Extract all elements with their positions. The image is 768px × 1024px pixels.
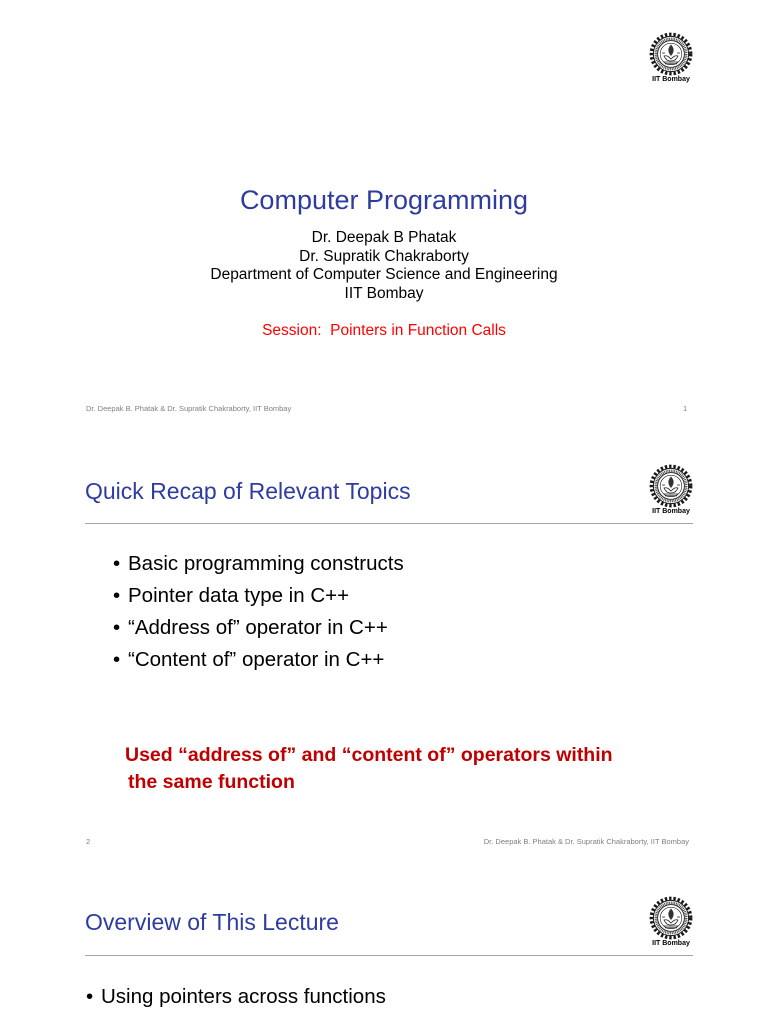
institute-name: IIT Bombay [344, 285, 424, 302]
slide-3 [0, 864, 768, 1024]
bullet-item [113, 548, 404, 580]
slide-footer: Dr. Deepak B. Phatak & Dr. Supratik Chakraborty, IIT Bombay [483, 837, 689, 846]
slide-title: Quick Recap of Relevant Topics [85, 478, 411, 504]
slide-footer: Dr. Deepak B. Phatak & Dr. Supratik Chakraborty, IIT Bombay [86, 404, 292, 413]
bullet-item [113, 612, 404, 644]
bullet-text: “Address of” operator in C++ [128, 616, 388, 639]
title-divider [85, 523, 693, 524]
slide-1 [0, 0, 768, 432]
iit-bombay-logo [648, 32, 694, 76]
bullet-item [113, 580, 404, 612]
iit-bombay-logo [648, 896, 694, 940]
highlight-line: the same function [128, 771, 295, 793]
bullet-item [86, 981, 386, 1013]
bullet-marker: • [113, 616, 121, 639]
bullet-list [86, 981, 386, 1013]
department-name: Department of Computer Science and Engineering [210, 266, 558, 283]
highlight-note [125, 742, 613, 796]
bullet-text: “Content of” operator in C++ [128, 648, 385, 671]
bullet-text: Basic programming constructs [128, 552, 404, 575]
author-name: Dr. Deepak B Phatak [311, 229, 457, 246]
logo-caption: IIT Bombay [652, 508, 690, 515]
bullet-list [113, 548, 404, 676]
bullet-text: Pointer data type in C++ [128, 584, 350, 607]
page-number: 1 [683, 404, 688, 413]
author-name: Dr. Supratik Chakraborty [299, 248, 469, 265]
title-divider [85, 955, 693, 956]
session-title: Session: Pointers in Function Calls [262, 322, 506, 339]
logo-caption: IIT Bombay [652, 76, 690, 83]
bullet-text: Using pointers across functions [101, 985, 386, 1008]
slide-title: Computer Programming [239, 185, 529, 215]
bullet-marker: • [113, 584, 121, 607]
highlight-line: Used “address of” and “content of” operators within [125, 744, 613, 766]
page-number: 2 [86, 837, 91, 846]
slide-2 [0, 432, 768, 864]
bullet-marker: • [113, 648, 121, 671]
bullet-marker: • [113, 552, 121, 575]
bullet-item [113, 644, 404, 676]
slide-title: Overview of This Lecture [85, 909, 339, 935]
bullet-marker: • [86, 985, 94, 1008]
logo-caption: IIT Bombay [652, 940, 690, 947]
iit-bombay-logo [648, 464, 694, 508]
